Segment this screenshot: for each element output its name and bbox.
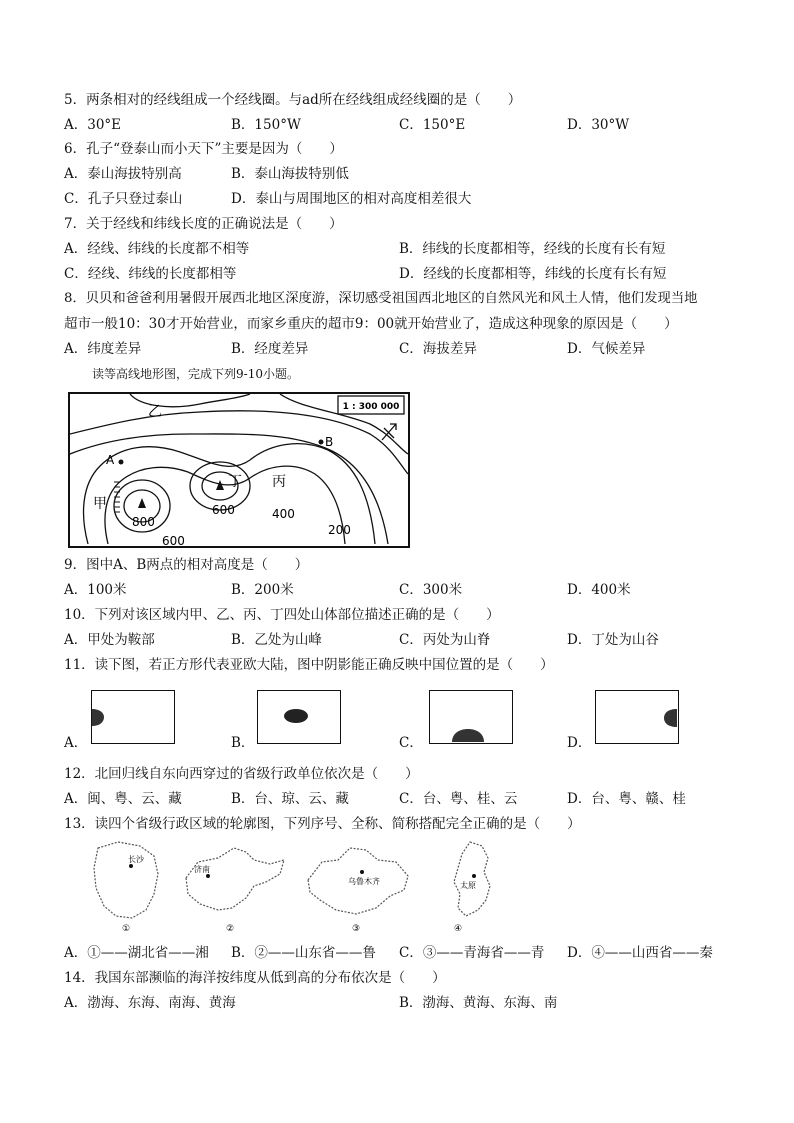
q11-square-a — [91, 690, 175, 744]
map-number-4: ④ — [454, 924, 463, 934]
shaded-region-d — [596, 691, 677, 742]
map-scale: 1 : 300 000 — [342, 402, 400, 412]
q14-option-a[interactable]: A．渤海、东海、南海、黄海 — [64, 995, 236, 1011]
q12-option-b[interactable]: B．台、琼、云、藏 — [231, 791, 349, 807]
q13-stem: 13．读四个省级行政区域的轮廓图，下列序号、全称、简称搭配完全正确的是（ ） — [64, 816, 581, 832]
q7-option-d[interactable]: D．经线的长度都相等，纬线的长度有长有短 — [399, 266, 667, 282]
province-outline-1 — [88, 838, 168, 934]
label-yi: 乙 — [148, 404, 162, 420]
contour-label-400: 400 — [272, 507, 295, 521]
shaded-region-c — [430, 691, 511, 742]
map-intro: 读等高线地形图，完成下列9-10小题。 — [92, 367, 299, 381]
q9-option-a[interactable]: A．100米 — [64, 582, 127, 598]
q5-stem: 5．两条相对的经线组成一个经线圈。与ad所在经线组成经线圈的是（ ） — [64, 92, 522, 108]
q7-stem: 7．关于经线和纬线长度的正确说法是（ ） — [64, 216, 343, 232]
q6-stem: 6．孔子“登泰山而小天下”主要是因为（ ） — [64, 141, 343, 157]
shaded-region-a — [92, 691, 173, 742]
q9-option-d[interactable]: D．400米 — [567, 582, 631, 598]
map-number-2: ② — [226, 924, 235, 934]
point-a-dot — [119, 460, 124, 465]
q11-option-b[interactable]: B． — [231, 735, 255, 751]
q6-option-d[interactable]: D．泰山与周围地区的相对高度相差很大 — [231, 191, 472, 207]
q14-stem: 14．我国东部濒临的海洋按纬度从低到高的分布依次是（ ） — [64, 970, 446, 986]
q13-option-c[interactable]: C．③——青海省——青 — [399, 945, 545, 961]
q12-option-a[interactable]: A．闽、粤、云、藏 — [64, 791, 182, 807]
map-number-1: ① — [122, 924, 131, 934]
q11-square-d — [595, 690, 679, 744]
capital-label-3: 乌鲁木齐 — [348, 877, 380, 886]
q11-option-a[interactable]: A． — [64, 735, 88, 751]
province-outline-3 — [300, 838, 415, 934]
capital-label-2: 济南 — [194, 865, 210, 874]
q13-option-b[interactable]: B．②——山东省——鲁 — [231, 945, 376, 961]
contour-label-800: 800 — [132, 515, 155, 529]
q9-option-b[interactable]: B．200米 — [231, 582, 294, 598]
capital-label-4: 太原 — [460, 881, 476, 890]
q6-option-b[interactable]: B．泰山海拔特别低 — [231, 166, 349, 182]
q8-option-d[interactable]: D．气候差异 — [567, 341, 646, 357]
q13-option-d[interactable]: D．④——山西省——秦 — [567, 945, 713, 961]
q10-option-b[interactable]: B．乙处为山峰 — [231, 632, 322, 648]
point-b-dot — [319, 440, 324, 445]
contour-label-200: 200 — [328, 523, 351, 537]
q12-stem: 12．北回归线自东向西穿过的省级行政单位依次是（ ） — [64, 766, 419, 782]
province-outline-2 — [180, 838, 290, 934]
peak-marker-jia — [138, 498, 146, 508]
q11-square-b — [257, 690, 341, 744]
q5-option-c[interactable]: C．150°E — [399, 117, 466, 133]
q8-option-c[interactable]: C．海拔差异 — [399, 341, 477, 357]
q10-option-a[interactable]: A．甲处为鞍部 — [64, 632, 155, 648]
shaded-region-b — [258, 691, 339, 742]
q13-option-a[interactable]: A．①——湖北省——湘 — [64, 945, 209, 961]
q8-stem-line1: 8．贝贝和爸爸利用暑假开展西北地区深度游，深切感受祖国西北地区的自然风光和风土人情，他们发现当地 — [64, 291, 698, 306]
contour-map — [68, 392, 410, 548]
q11-square-c — [429, 690, 513, 744]
q11-stem: 11．读下图，若正方形代表亚欧大陆，图中阴影能正确反映中国位置的是（ ） — [64, 657, 554, 673]
label-jia: 甲 — [93, 496, 107, 512]
q12-option-c[interactable]: C．台、粤、桂、云 — [399, 791, 518, 807]
label-point-a: A — [106, 453, 115, 467]
q8-option-a[interactable]: A．纬度差异 — [64, 341, 142, 357]
q10-option-d[interactable]: D．丁处为山谷 — [567, 632, 659, 648]
contour-label-600-b: 600 — [212, 503, 235, 517]
q8-stem-line2: 超市一般10：30才开始营业，而家乡重庆的超市9：00就开始营业了，造成这种现象的原因是（ ） — [64, 316, 678, 332]
q8-option-b[interactable]: B．经度差异 — [231, 341, 309, 357]
q9-option-c[interactable]: C．300米 — [399, 582, 463, 598]
province-outline-4 — [438, 838, 508, 934]
q7-option-b[interactable]: B．纬线的长度都相等，经线的长度有长有短 — [399, 241, 666, 257]
q10-stem: 10．下列对该区域内甲、乙、丙、丁四处山体部位描述正确的是（ ） — [64, 607, 500, 623]
q5-option-b[interactable]: B．150°W — [231, 117, 301, 133]
label-bing: 丙 — [272, 474, 286, 490]
capital-label-1: 长沙 — [128, 855, 144, 864]
contour-label-600-a: 600 — [162, 534, 185, 546]
q7-option-c[interactable]: C．经线、纬线的长度都相等 — [64, 266, 237, 282]
q11-option-c[interactable]: C． — [399, 735, 423, 751]
contour-map-svg — [70, 394, 408, 546]
q11-option-d[interactable]: D． — [567, 735, 592, 751]
map-number-3: ③ — [352, 924, 361, 934]
q7-option-a[interactable]: A．经线、纬线的长度都不相等 — [64, 241, 250, 257]
q12-option-d[interactable]: D．台、粤、赣、桂 — [567, 791, 686, 807]
q5-option-d[interactable]: D．30°W — [567, 117, 630, 133]
q5-option-a[interactable]: A．30°E — [64, 117, 122, 133]
label-ding: 丁 — [228, 474, 242, 490]
label-point-b: B — [325, 435, 334, 449]
q14-option-b[interactable]: B．渤海、黄海、东海、南 — [399, 995, 558, 1011]
q6-option-c[interactable]: C．孔子只登过泰山 — [64, 191, 183, 207]
q10-option-c[interactable]: C．丙处为山脊 — [399, 632, 491, 648]
q6-option-a[interactable]: A．泰山海拔特别高 — [64, 166, 182, 182]
q9-stem: 9．图中A、B两点的相对高度是（ ） — [64, 557, 309, 573]
